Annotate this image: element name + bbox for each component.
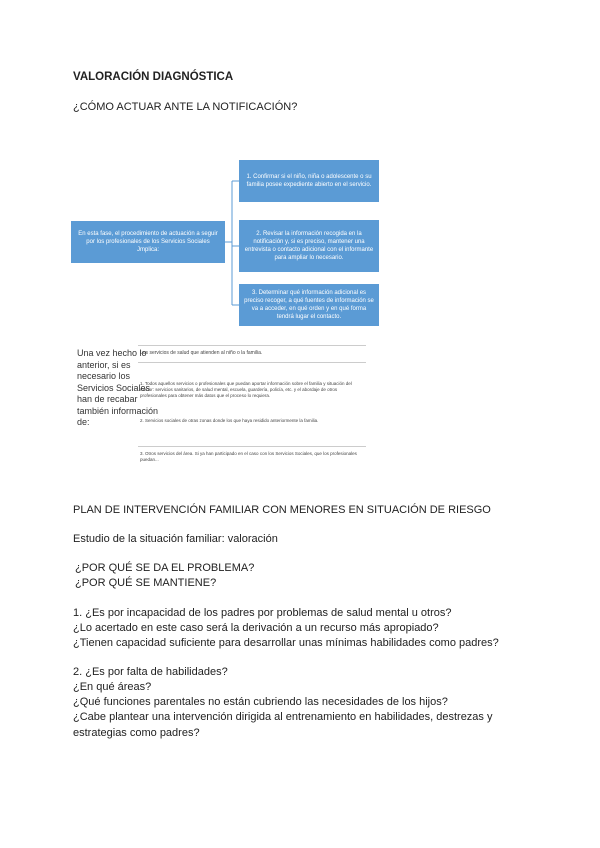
question-why-problem: ¿POR QUÉ SE DA EL PROBLEMA? — [75, 562, 255, 574]
paragraph-line: ¿Lo acertado en este caso será la derivación a un recurso más apropiado? — [73, 622, 439, 634]
table-row: 3. Otros servicios del área. Si ya han participado en el caso con los Servicios Sociales, que los profesionales puedan... — [140, 451, 357, 462]
diagram-box-step-3: 3. Determinar qué información adicional es preciso recoger, a qué fuentes de información se va a acceder, en qué orden y en qué forma tendrá lugar el contacto. — [239, 284, 379, 326]
paragraph-line: ¿Tienen capacidad suficiente para desarrollar unas mínimas habilidades como padres? — [73, 637, 499, 649]
study-heading: Estudio de la situación familiar: valoración — [73, 533, 278, 545]
table-row: 2. Servicios sociales de otras zonas donde los que haya residido anteriormente la familia. — [140, 418, 319, 423]
question-why-maintained: ¿POR QUÉ SE MANTIENE? — [75, 577, 217, 589]
diagram-box-step-1: 1. Confirmar si el niño, niña o adolescente o su familia posee expediente abierto en el servicio. — [239, 160, 379, 202]
section-question: ¿CÓMO ACTUAR ANTE LA NOTIFICACIÓN? — [73, 101, 298, 113]
table-divider — [138, 345, 366, 346]
paragraph-line: 1. ¿Es por incapacidad de los padres por problemas de salud mental u otros? — [73, 607, 452, 619]
table-row: Los servicios de salud que atienden al niño o la familia. — [140, 350, 263, 356]
diagram-box-procedure: En esta fase, el procedimiento de actuación a seguir por los profesionales de los Servicios Sociales Jmplica: — [71, 221, 225, 263]
paragraph-line: 2. ¿Es por falta de habilidades? — [73, 666, 228, 678]
table-divider — [138, 362, 366, 363]
page-title: VALORACIÓN DIAGNÓSTICA — [73, 71, 234, 83]
plan-title: PLAN DE INTERVENCIÓN FAMILIAR CON MENORES EN SITUACIÓN DE RIESGO — [73, 504, 491, 516]
table-left-text: Una vez hecho lo anterior, si es necesario los Servicios Sociales han de recabar también información de: — [77, 348, 159, 427]
diagram-box-step-2: 2. Revisar la información recogida en la notificación y, si es preciso, mantener una entrevista o contacto adicional con el informante para ampliar lo necesario. — [239, 220, 379, 272]
table-row: 1. Todos aquellos servicios o profesionales que puedan aportar información sobre el familia y situación del menor: servicios sanitarios, de salud mental, escuela, guardería, policía, etc. y el abordaje de otros profesionales para obtener más datos que el proceso lo requiera. — [140, 381, 352, 398]
table-divider — [138, 446, 366, 447]
paragraph-line: ¿En qué áreas? — [73, 681, 152, 693]
paragraph-line: ¿Qué funciones parentales no están cubriendo las necesidades de los hijos? — [73, 696, 448, 708]
paragraph-line: ¿Cabe plantear una intervención dirigida al entrenamiento en habilidades, destrezas y estrategias como padres? — [73, 711, 493, 739]
